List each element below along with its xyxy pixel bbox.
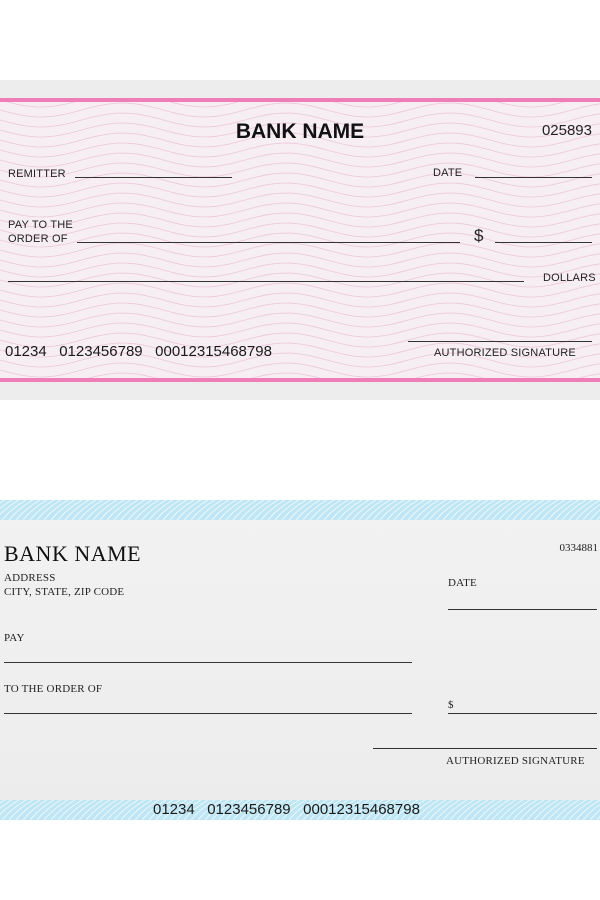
bank-name: BANK NAME <box>4 541 142 566</box>
pay-to-label-line2: ORDER OF <box>8 233 68 245</box>
signature-label: AUTHORIZED SIGNATURE <box>446 755 585 767</box>
pink-bottom-band <box>0 378 600 382</box>
amount-words-line[interactable] <box>8 281 524 282</box>
payee-line[interactable] <box>77 242 460 243</box>
check-number: 0334881 <box>559 542 598 554</box>
amount-line[interactable] <box>448 713 597 714</box>
signature-line[interactable] <box>408 341 592 342</box>
dollar-sign: $ <box>448 699 454 711</box>
bank-name: BANK NAME <box>235 120 365 143</box>
check-number: 025893 <box>541 122 592 139</box>
date-label: DATE <box>433 167 463 179</box>
dollars-label: DOLLARS <box>543 272 596 284</box>
remitter-line[interactable] <box>75 177 232 178</box>
micr-line: 01234 0123456789 00012315468798 <box>5 343 272 360</box>
pink-top-band <box>0 98 600 102</box>
pay-line[interactable] <box>4 662 412 663</box>
signature-line[interactable] <box>373 748 597 749</box>
signature-label: AUTHORIZED SIGNATURE <box>434 347 576 359</box>
order-label: TO THE ORDER OF <box>4 683 103 695</box>
micr-line: 01234 0123456789 00012315468798 <box>153 801 420 818</box>
remitter-label: REMITTER <box>8 168 66 180</box>
pay-label: PAY <box>4 632 25 644</box>
dollar-sign: $ <box>474 226 484 245</box>
date-label: DATE <box>448 577 477 589</box>
address-line1: ADDRESS <box>4 572 56 584</box>
blue-cheque <box>0 500 600 820</box>
pink-cheque <box>0 80 600 400</box>
address-line2: CITY, STATE, ZIP CODE <box>4 586 125 598</box>
date-line[interactable] <box>448 609 597 610</box>
blue-top-band <box>0 500 600 520</box>
pay-to-label-line1: PAY TO THE <box>8 219 73 231</box>
date-line[interactable] <box>475 177 592 178</box>
amount-line[interactable] <box>495 242 592 243</box>
payee-line[interactable] <box>4 713 412 714</box>
